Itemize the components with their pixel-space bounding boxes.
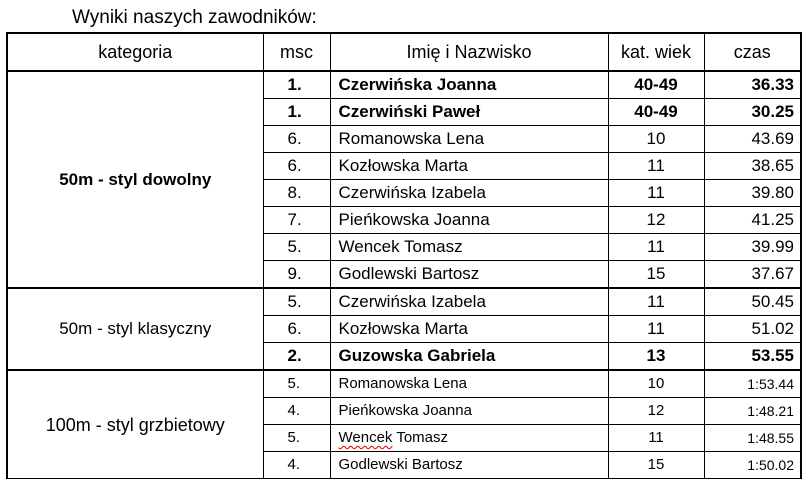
- name-first-spellcheck: Wencek: [338, 429, 393, 446]
- time-cell: 37.67: [704, 261, 801, 289]
- age-cell: 11: [608, 180, 704, 207]
- time-cell: 50.45: [704, 288, 801, 316]
- name-cell: Pieńkowska Joanna: [330, 207, 608, 234]
- place-cell: 6.: [263, 126, 330, 153]
- name-cell: Wencek Tomasz: [330, 234, 608, 261]
- header-msc: msc: [263, 33, 330, 71]
- age-cell: 12: [608, 207, 704, 234]
- place-cell: 5.: [263, 425, 330, 452]
- time-cell: 39.99: [704, 234, 801, 261]
- time-cell: 1:50.02: [704, 452, 801, 479]
- time-cell: 51.02: [704, 316, 801, 343]
- name-cell: Czerwińska Joanna: [330, 71, 608, 99]
- age-cell: 40-49: [608, 71, 704, 99]
- place-cell: 7.: [263, 207, 330, 234]
- time-cell: 39.80: [704, 180, 801, 207]
- name-cell: [330, 425, 608, 452]
- place-cell: 2.: [263, 343, 330, 371]
- category-cell: 100m - styl grzbietowy: [7, 370, 263, 479]
- place-cell: 9.: [263, 261, 330, 289]
- age-cell: 15: [608, 452, 704, 479]
- name-cell: Czerwiński Paweł: [330, 99, 608, 126]
- name-cell: Romanowska Lena: [330, 370, 608, 398]
- age-cell: 11: [608, 234, 704, 261]
- place-cell: 1.: [263, 71, 330, 99]
- name-cell: Romanowska Lena: [330, 126, 608, 153]
- age-cell: 11: [608, 316, 704, 343]
- place-cell: 8.: [263, 180, 330, 207]
- time-cell: 36.33: [704, 71, 801, 99]
- place-cell: 5.: [263, 234, 330, 261]
- table-row: [7, 71, 801, 99]
- place-cell: 4.: [263, 398, 330, 425]
- time-cell: 1:48.21: [704, 398, 801, 425]
- age-cell: 40-49: [608, 99, 704, 126]
- age-cell: 15: [608, 261, 704, 289]
- name-cell: Czerwińska Izabela: [330, 180, 608, 207]
- age-cell: 10: [608, 370, 704, 398]
- place-cell: 6.: [263, 153, 330, 180]
- name-cell: Pieńkowska Joanna: [330, 398, 608, 425]
- results-table: [6, 32, 802, 479]
- time-cell: 43.69: [704, 126, 801, 153]
- place-cell: 1.: [263, 99, 330, 126]
- header-wiek: kat. wiek: [608, 33, 704, 71]
- place-cell: 5.: [263, 288, 330, 316]
- header-name: Imię i Nazwisko: [330, 33, 608, 71]
- category-cell: 50m - styl klasyczny: [7, 288, 263, 370]
- age-cell: 12: [608, 398, 704, 425]
- age-cell: 11: [608, 288, 704, 316]
- place-cell: 6.: [263, 316, 330, 343]
- time-cell: 41.25: [704, 207, 801, 234]
- table-row: [7, 288, 801, 316]
- name-cell: Kozłowska Marta: [330, 153, 608, 180]
- name-cell: Kozłowska Marta: [330, 316, 608, 343]
- place-cell: 5.: [263, 370, 330, 398]
- time-cell: 53.55: [704, 343, 801, 371]
- time-cell: 1:53.44: [704, 370, 801, 398]
- header-czas: czas: [704, 33, 801, 71]
- age-cell: 11: [608, 425, 704, 452]
- name-rest: Tomasz: [392, 429, 448, 446]
- age-cell: 10: [608, 126, 704, 153]
- category-cell: 50m - styl dowolny: [7, 71, 263, 288]
- page-title: Wyniki naszych zawodników:: [72, 7, 317, 28]
- time-cell: 38.65: [704, 153, 801, 180]
- time-cell: 30.25: [704, 99, 801, 126]
- table-row: [7, 370, 801, 398]
- name-cell: Godlewski Bartosz: [330, 261, 608, 289]
- name-cell: Godlewski Bartosz: [330, 452, 608, 479]
- name-cell: Czerwińska Izabela: [330, 288, 608, 316]
- age-cell: 11: [608, 153, 704, 180]
- time-cell: 1:48.55: [704, 425, 801, 452]
- header-row: [7, 33, 801, 71]
- place-cell: 4.: [263, 452, 330, 479]
- name-cell: Guzowska Gabriela: [330, 343, 608, 371]
- age-cell: 13: [608, 343, 704, 371]
- header-kategoria: kategoria: [7, 33, 263, 71]
